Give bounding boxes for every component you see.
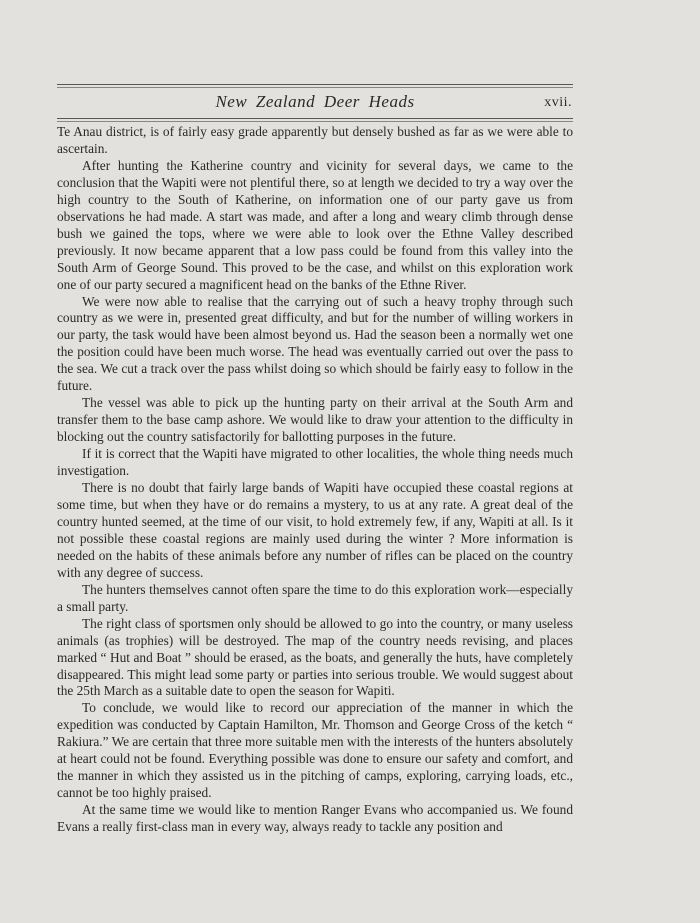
header-rule-bottom-inner: [57, 121, 573, 122]
header-rule-bottom: [57, 118, 573, 119]
paragraph: If it is correct that the Wapiti have migrated to other localities, the whole thing needs much investigation.: [57, 446, 573, 479]
paragraph: The right class of sportsmen only should be allowed to go into the country, or many useless animals (as trophies) will be destroyed. The map of the country needs revising, and places marked “ Hut and Boat ” should be erased, as the boats, and generally the huts, have completely disappeared. This might lead some party or parties into serious trouble. We would suggest about the 25th March as a suitable date to open the season for Wapiti.: [57, 615, 573, 699]
header-rule-top: [57, 84, 573, 85]
paragraph: We were now able to realise that the carrying out of such a heavy trophy through such country as we were in, presented great difficulty, and but for the number of willing workers in our party, the task would have been almost beyond us. Had the season been a normally wet one the position could have been much worse. The head was eventually carried out over the pass to the sea. We cut a track over the pass whilst doing so which should be fairly easy to follow in the future.: [57, 293, 573, 394]
paragraph-continuation: Te Anau district, is of fairly easy grade apparently but densely bushed as far as we were able to ascertain.: [57, 124, 573, 156]
paragraph: The vessel was able to pick up the hunting party on their arrival at the South Arm and transfer them to the base camp ashore. We would like to draw your attention to the difficulty in blocking out the country satisfactorily for ballotting purposes in the future.: [57, 395, 573, 445]
body-text: [57, 124, 573, 836]
page-number: xvii.: [544, 95, 572, 110]
paragraph: To conclude, we would like to record our appreciation of the manner in which the expedition was conducted by Captain Hamilton, Mr. Thomson and George Cross of the ketch “ Rakiura.” We are certain that three more suitable men with the interests of the hunters absolutely at heart could not be found. Everything possible was done to ensure our safety and comfort, and the manner in which they assisted us in the pitching of camps, exploring, carrying loads, etc., cannot be too highly praised.: [57, 700, 573, 801]
paragraph: At the same time we would like to mention Ranger Evans who accompanied us. We found Evans a really first-class man in every way, always ready to tackle any position and: [57, 802, 573, 835]
header-rule-top-inner: [57, 87, 573, 88]
paragraph: After hunting the Katherine country and vicinity for several days, we came to the conclusion that the Wapiti were not plentiful there, so at length we decided to try a way over the high country to the South of Katherine, on information one of our party gave us from observations he had made. A start was made, and after a long and weary climb through dense bush we gained the tops, where we were able to look over the Ethne Valley described previously. It now became apparent that a low pass could be found from this valley into the South Arm of George Sound. This proved to be the case, and whilst on this exploration work one of our party secured a magnificent head on the banks of the Ethne River.: [57, 157, 573, 292]
paragraph: There is no doubt that fairly large bands of Wapiti have occupied these coastal regions at some time, but when they have or do remains a mystery, to us at any rate. A great deal of the country hunted seemed, at the time of our visit, to hold extremely few, if any, Wapiti at all. Is it not possible these coastal regions are mainly used during the winter ? More information is needed on the habits of these animals before any number of rifles can be placed on the country with any degree of success.: [57, 480, 573, 580]
paragraph: The hunters themselves cannot often spare the time to do this exploration work—especially a small party.: [57, 581, 573, 614]
running-title: New Zealand Deer Heads: [215, 92, 415, 111]
